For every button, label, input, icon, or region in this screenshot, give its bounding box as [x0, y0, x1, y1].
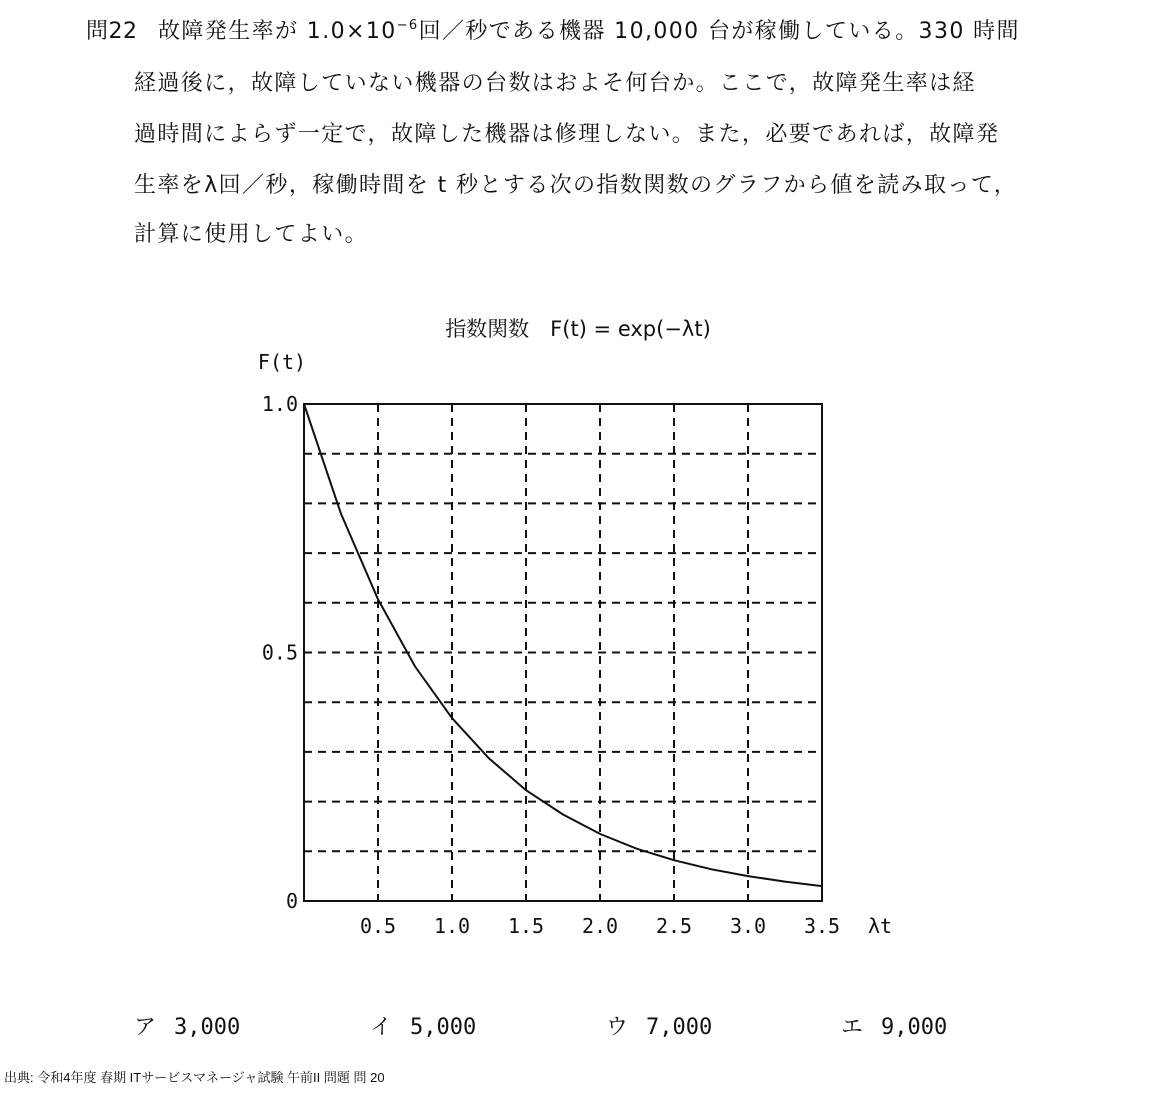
choice-i[interactable]	[370, 1010, 476, 1041]
choice-i-label: イ	[370, 1015, 393, 1040]
y-tick-label: 1.0	[261, 392, 298, 416]
choice-u[interactable]	[606, 1010, 712, 1041]
x-tick-label: 3.5	[803, 914, 841, 938]
question-line-1-a: 故障発生率が 1.0×10	[158, 19, 397, 44]
choice-a-value: 3,000	[174, 1015, 241, 1040]
question-line-1-b: 回／秒である機器 10,000 台が稼働している。330 時間	[418, 19, 1020, 44]
choice-a-label: ア	[134, 1015, 157, 1040]
x-tick-label: 2.0	[581, 914, 619, 938]
question-line-2: 経過後に，故障していない機器の台数はおよそ何台か。ここで，故障発生率は経	[134, 71, 976, 96]
question-line-3: 過時間によらず一定で，故障した機器は修理しない。また，必要であれば，故障発	[134, 122, 1000, 147]
choice-i-value: 5,000	[410, 1015, 477, 1040]
y-tick-label: 0.5	[261, 640, 298, 665]
choice-e-label: エ	[841, 1015, 864, 1040]
x-tick-label: 3.0	[729, 914, 767, 938]
y-axis-label: F(t)	[257, 350, 307, 374]
question-number: 問22	[86, 19, 138, 44]
y-tick-label: 0	[285, 889, 298, 913]
x-tick-label: 1.0	[433, 914, 471, 938]
x-tick-label: 2.5	[655, 914, 693, 938]
source-note: 出典: 令和4年度 春期 ITサービスマネージャ試験 午前II 問題 問 20	[4, 1070, 385, 1085]
question-line-5: 計算に使用してよい。	[134, 222, 369, 247]
choice-a[interactable]	[134, 1010, 240, 1041]
chart-title: 指数関数 F(t) = exp(−λt)	[445, 317, 711, 341]
choice-e-value: 9,000	[881, 1015, 948, 1040]
choice-u-value: 7,000	[646, 1015, 713, 1040]
x-axis-label: λt	[867, 914, 893, 938]
exponent: −6	[396, 18, 419, 33]
question-line-4: 生率をλ回／秒，稼働時間を t 秒とする次の指数関数のグラフから値を読み取って，	[134, 173, 1018, 198]
choice-e[interactable]	[841, 1010, 947, 1041]
exp-curve	[304, 404, 822, 886]
x-tick-label: 0.5	[359, 914, 397, 938]
choice-u-label: ウ	[606, 1015, 629, 1040]
x-tick-label: 1.5	[507, 914, 545, 938]
